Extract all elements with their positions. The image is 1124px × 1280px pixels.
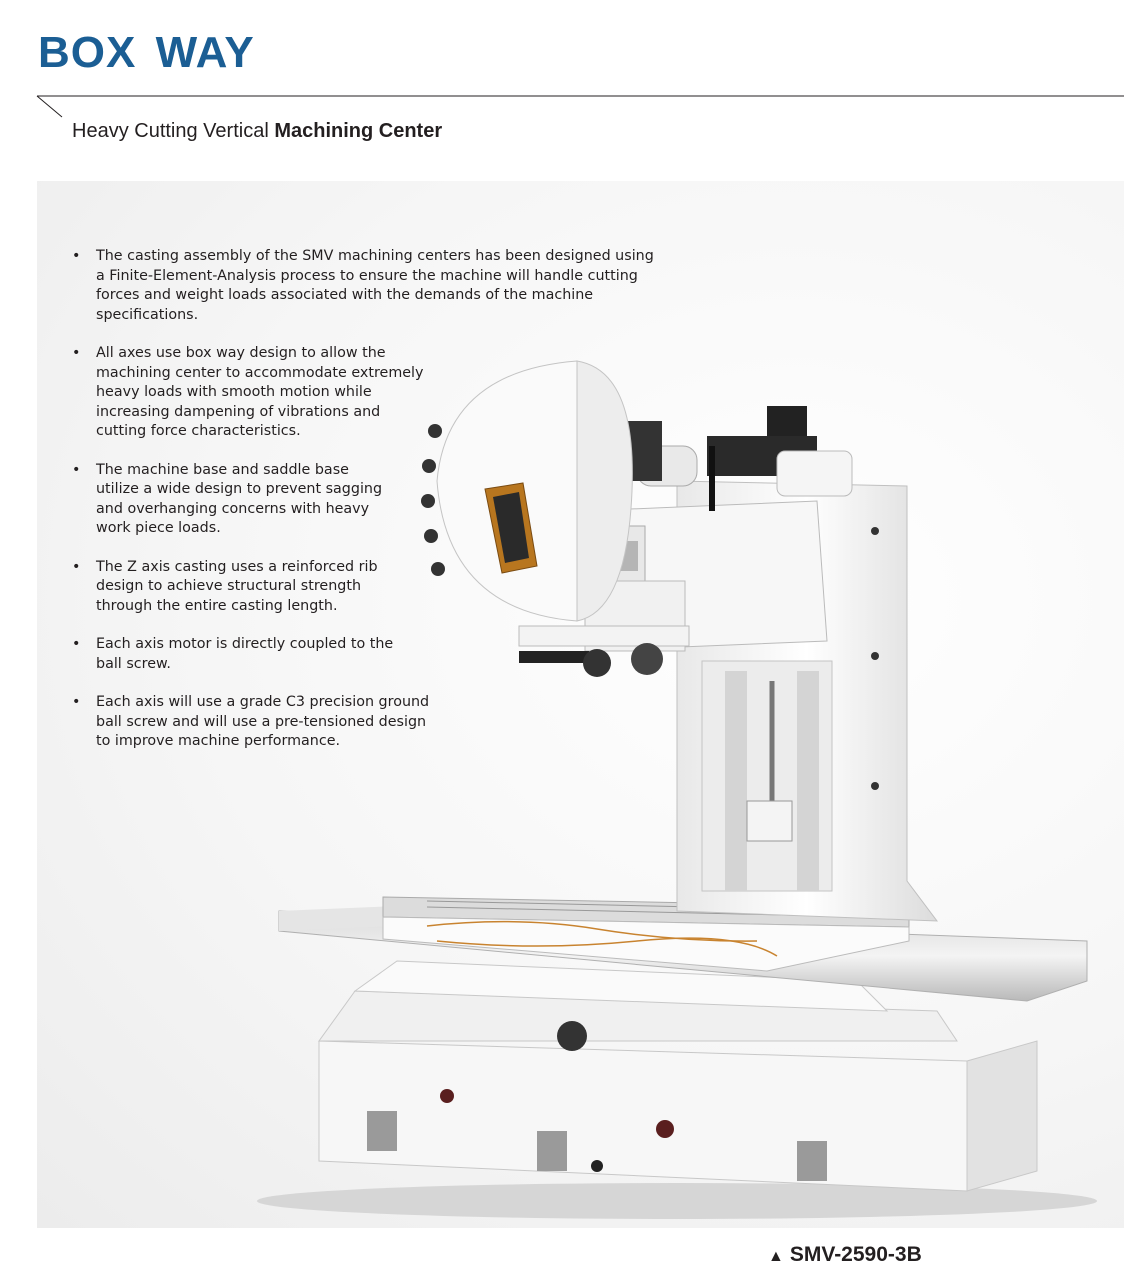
feature-list — [69, 247, 656, 771]
feature-item: • The machine base and saddle base utilize a wide design to prevent sagging and overhanging concerns with heavy work piece loads. — [69, 461, 396, 539]
machine-photo — [37, 181, 1124, 1228]
subtitle-bold: Machining Center — [274, 120, 443, 142]
triangle-up-icon: ▲ — [768, 1248, 784, 1265]
page-subtitle — [72, 120, 442, 143]
feature-item: • Each axis motor is directly coupled to the ball screw. — [69, 635, 406, 674]
page-title: BOX WAY — [38, 28, 255, 77]
feature-item: • Each axis will use a grade C3 precision ground ball screw and will use a pre-tensioned design to improve machine performance. — [69, 693, 436, 752]
subtitle-regular: Heavy Cutting Vertical — [72, 120, 269, 142]
model-name: SMV-2590-3B — [789, 1243, 922, 1266]
feature-item: • The casting assembly of the SMV machining centers has been designed using a Finite-Element-Analysis process to ensure the machine will handle cutting forces and weight loads associated with the demands of the machine specifications. — [69, 247, 656, 325]
feature-item: • All axes use box way design to allow the machining center to accommodate extremely heavy loads with smooth motion while increasing dampening of vibrations and cutting force characteristics. — [69, 344, 426, 442]
model-caption — [768, 1243, 922, 1267]
feature-item: • The Z axis casting uses a reinforced rib design to achieve structural strength through the entire casting length. — [69, 558, 396, 617]
